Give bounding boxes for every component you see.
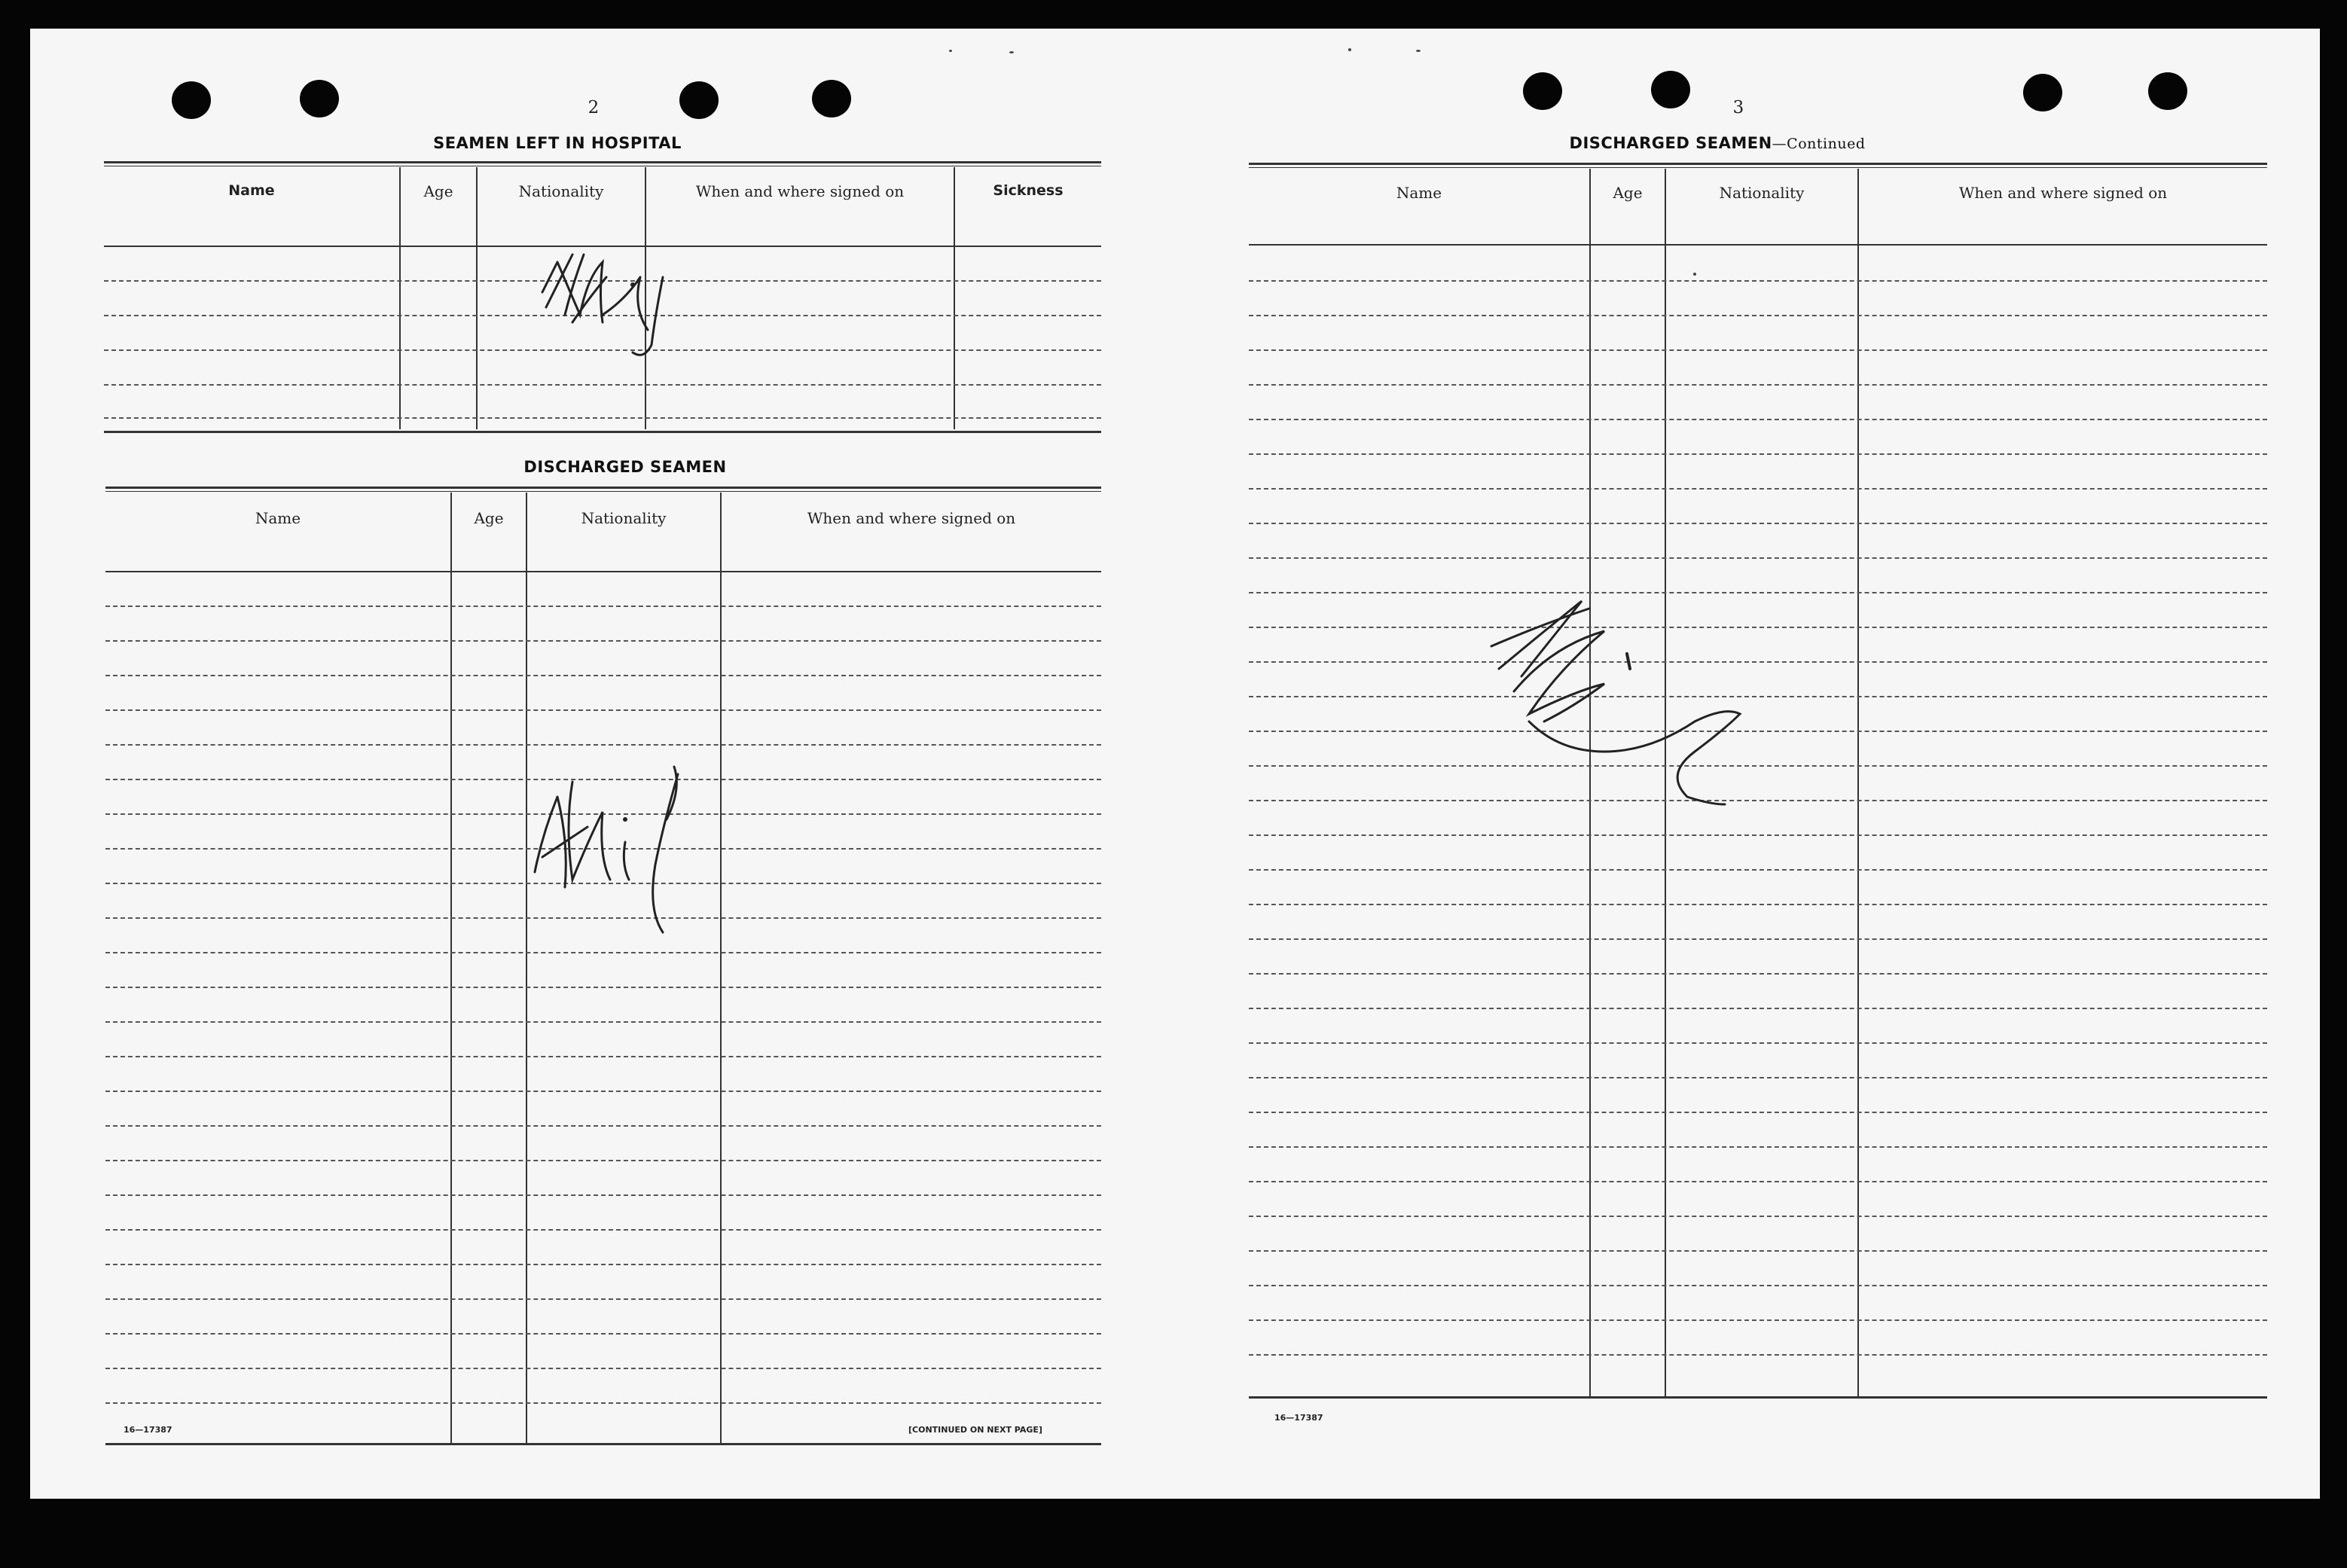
entry-row-line	[1249, 1181, 2267, 1182]
form-number: 16—17387	[1274, 1413, 1323, 1423]
entry-row-line	[105, 606, 1101, 607]
entry-row-line	[104, 417, 1101, 419]
entry-row-line	[1249, 973, 2267, 975]
entry-row-line	[105, 1264, 1101, 1265]
entry-row-line	[105, 1056, 1101, 1057]
entry-row-line	[105, 640, 1101, 642]
table-top-rule	[104, 161, 1101, 166]
entry-row-line	[1249, 349, 2267, 351]
column-header-signed-on: When and where signed on	[807, 509, 1016, 527]
handwritten-nil-signature	[512, 752, 768, 955]
entry-row-line	[1249, 1112, 2267, 1113]
column-divider	[1857, 169, 1859, 1396]
entry-row-line	[1249, 1354, 2267, 1356]
entry-row-line	[1249, 523, 2267, 524]
punch-hole	[172, 81, 211, 119]
punch-hole	[812, 80, 851, 117]
entry-row-line	[105, 1333, 1101, 1335]
column-header-nationality: Nationality	[518, 182, 604, 200]
header-divider	[1249, 244, 2267, 246]
entry-row-line	[1249, 453, 2267, 455]
continued-suffix: —Continued	[1772, 136, 1866, 152]
column-header-signed-on: When and where signed on	[1958, 184, 2168, 202]
column-divider	[450, 493, 452, 1444]
discharged-table	[105, 487, 1101, 1458]
entry-row-line	[105, 709, 1101, 711]
entry-row-line	[1249, 557, 2267, 559]
entry-row-line	[105, 987, 1101, 988]
entry-row-line	[105, 1194, 1101, 1196]
scan-speck	[1009, 51, 1014, 53]
entry-row-line	[1249, 1319, 2267, 1321]
entry-row-line	[1249, 938, 2267, 940]
section-title-text: DISCHARGED SEAMEN	[1569, 134, 1772, 152]
hospital-section-title: SEAMEN LEFT IN HOSPITAL	[433, 134, 682, 152]
entry-row-line	[105, 1160, 1101, 1161]
entry-row-line	[105, 1368, 1101, 1369]
punch-hole	[2023, 74, 2062, 111]
scan-speck	[1348, 48, 1351, 51]
column-header-name: Name	[1396, 184, 1442, 202]
entry-row-line	[1249, 419, 2267, 420]
handwritten-nil-signature	[1469, 571, 1815, 819]
scan-speck	[949, 50, 952, 52]
column-divider	[526, 493, 527, 1444]
column-divider	[720, 493, 722, 1444]
entry-row-line	[1249, 315, 2267, 316]
entry-row-line	[105, 744, 1101, 746]
page-number: 3	[1732, 98, 1744, 117]
entry-row-line	[105, 1402, 1101, 1404]
entry-row-line	[105, 675, 1101, 676]
discharged-continued-title	[1529, 134, 1906, 152]
entry-row-line	[1249, 1042, 2267, 1044]
column-divider	[476, 167, 478, 429]
entry-row-line	[1249, 1285, 2267, 1286]
page-number: 2	[588, 98, 600, 117]
column-divider	[399, 167, 401, 429]
punch-hole	[2148, 72, 2187, 110]
column-header-sickness: Sickness	[993, 182, 1064, 199]
column-header-nationality: Nationality	[581, 509, 667, 527]
entry-row-line	[1249, 1250, 2267, 1252]
table-top-rule	[1249, 163, 2267, 168]
column-header-name: Name	[255, 509, 301, 527]
entry-row-line	[1249, 1008, 2267, 1009]
column-header-nationality: Nationality	[1719, 184, 1805, 202]
entry-row-line	[1249, 384, 2267, 386]
entry-row-line	[1249, 280, 2267, 282]
column-header-age: Age	[423, 182, 453, 200]
discharged-section-title: DISCHARGED SEAMEN	[523, 458, 727, 476]
form-sheet	[30, 29, 2320, 1499]
column-header-age: Age	[474, 509, 504, 527]
continued-note: [CONTINUED ON NEXT PAGE]	[908, 1425, 1042, 1435]
entry-row-line	[1249, 834, 2267, 836]
entry-row-line	[105, 1229, 1101, 1231]
entry-row-line	[1249, 904, 2267, 905]
column-header-signed-on: When and where signed on	[695, 182, 905, 200]
handwritten-nil-signature	[527, 232, 753, 383]
form-number: 16—17387	[124, 1425, 172, 1435]
table-bottom-rule	[105, 1443, 1101, 1445]
punch-hole	[300, 80, 339, 117]
entry-row-line	[1249, 1146, 2267, 1148]
entry-row-line	[105, 1125, 1101, 1127]
entry-row-line	[1249, 1216, 2267, 1217]
punch-hole	[1523, 72, 1562, 110]
table-top-rule	[105, 487, 1101, 492]
entry-row-line	[104, 384, 1101, 386]
scan-speck	[1416, 50, 1421, 52]
entry-row-line	[1249, 488, 2267, 490]
entry-row-line	[1249, 1077, 2267, 1078]
column-header-name: Name	[228, 182, 275, 199]
header-divider	[105, 571, 1101, 572]
entry-row-line	[105, 1021, 1101, 1023]
column-header-age: Age	[1613, 184, 1643, 202]
column-divider	[954, 167, 955, 429]
table-bottom-rule	[104, 431, 1101, 433]
table-bottom-rule	[1249, 1396, 2267, 1399]
entry-row-line	[105, 1298, 1101, 1300]
entry-row-line	[1249, 869, 2267, 871]
entry-row-line	[105, 1091, 1101, 1092]
